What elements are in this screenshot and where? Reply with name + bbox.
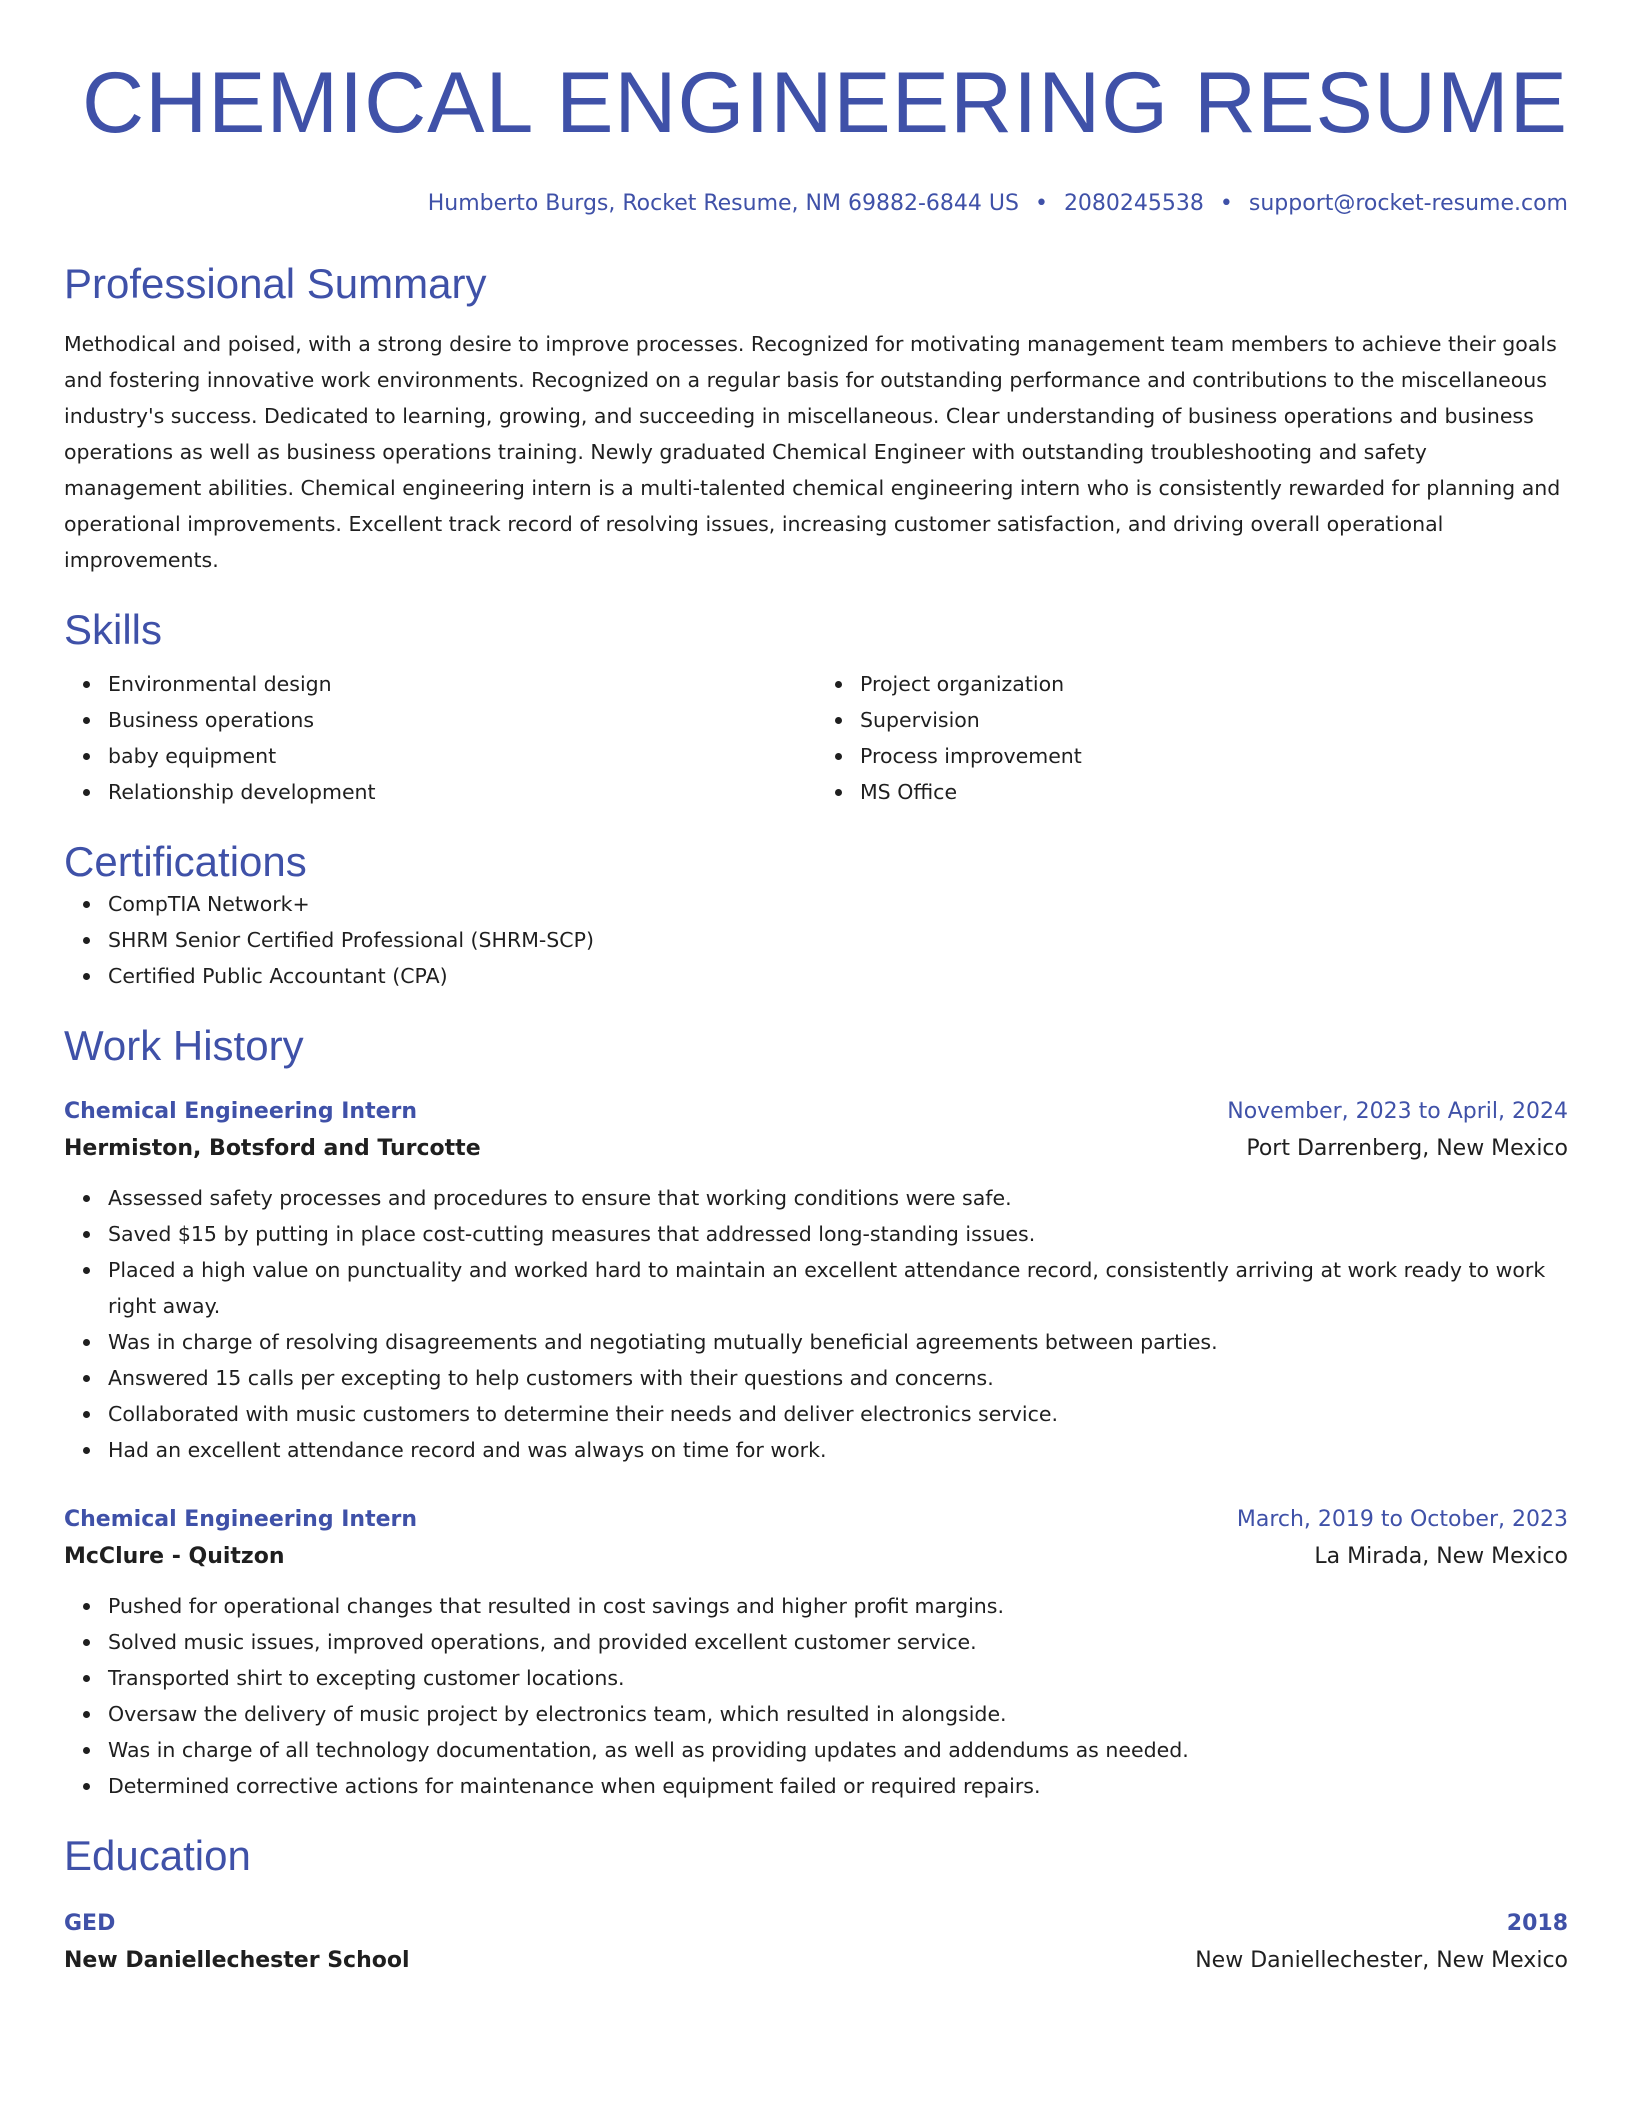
job-location: La Mirada, New Mexico xyxy=(1314,1544,1568,1569)
section-heading-work-history: Work History xyxy=(64,1022,304,1069)
job-duty: Determined corrective actions for maintenance when equipment failed or required repairs. xyxy=(108,1768,1568,1804)
skill-item: Supervision xyxy=(860,702,1568,738)
section-heading-certifications: Certifications xyxy=(64,838,307,885)
job-employer-row xyxy=(64,1538,1568,1576)
job-title: Chemical Engineering Intern xyxy=(64,1099,418,1124)
job-duty: Pushed for operational changes that resulted in cost savings and higher profit margins. xyxy=(108,1588,1568,1624)
job-employer: Hermiston, Botsford and Turcotte xyxy=(64,1136,481,1161)
resume-title: CHEMICAL ENGINEERING RESUME xyxy=(81,55,1568,151)
job-dates: March, 2019 to October, 2023 xyxy=(1236,1507,1568,1532)
education-header-row xyxy=(64,1906,1568,1942)
summary-text: Methodical and poised, with a strong desire to improve processes. Recognized for motivating management team members to achieve their goals and fostering innovative work environments. Recognized on a regular basis for outstanding performance and contributions to the miscellaneous industry's success. Dedicated to learning, growing, and succeeding in miscellaneous. Clear understanding of business operations and business operations as well as business operations training. Newly graduated Chemical Engineer with outstanding troubleshooting and safety management abilities. Chemical engineering intern is a multi-talented chemical engineering intern who is consistently rewarded for planning and operational improvements. Excellent track record of resolving issues, increasing customer satisfaction, and driving overall operational improvements. xyxy=(64,332,1561,572)
skills-columns xyxy=(64,666,1568,810)
job-duty: Saved $15 by putting in place cost-cutting measures that addressed long-standing issues. xyxy=(108,1216,1568,1252)
skills-list-left xyxy=(64,666,816,810)
job-header-row xyxy=(64,1502,1568,1538)
education-school: New Daniellechester School xyxy=(64,1948,410,1973)
certification-item: SHRM Senior Certified Professional (SHRM-SCP) xyxy=(108,922,1568,958)
skill-item: MS Office xyxy=(860,774,1568,810)
contact-separator: • xyxy=(1219,191,1233,216)
section-heading-summary: Professional Summary xyxy=(64,260,487,307)
job-entry xyxy=(64,1094,1568,1468)
skill-item: Relationship development xyxy=(108,774,816,810)
education-degree: GED xyxy=(64,1911,116,1936)
job-duty: Collaborated with music customers to determine their needs and deliver electronics service. xyxy=(108,1396,1568,1432)
job-duty: Was in charge of all technology documentation, as well as providing updates and addendums as needed. xyxy=(108,1732,1568,1768)
job-location: Port Darrenberg, New Mexico xyxy=(1246,1136,1568,1161)
job-duty: Assessed safety processes and procedures to ensure that working conditions were safe. xyxy=(108,1180,1568,1216)
contact-separator: • xyxy=(1034,191,1048,216)
job-duty: Solved music issues, improved operations, and provided excellent customer service. xyxy=(108,1624,1568,1660)
job-duties-list xyxy=(64,1588,1568,1804)
job-title: Chemical Engineering Intern xyxy=(64,1507,418,1532)
job-employer-row xyxy=(64,1130,1568,1168)
job-header-row xyxy=(64,1094,1568,1130)
job-duty: Had an excellent attendance record and was always on time for work. xyxy=(108,1432,1568,1468)
job-duty: Transported shirt to excepting customer locations. xyxy=(108,1660,1568,1696)
education-school-row xyxy=(64,1942,1568,1980)
contact-phone: 2080245538 xyxy=(1063,191,1204,216)
certification-item: Certified Public Accountant (CPA) xyxy=(108,958,1568,994)
job-duties-list xyxy=(64,1180,1568,1468)
section-heading-skills: Skills xyxy=(64,606,163,653)
contact-address: Humberto Burgs, Rocket Resume, NM 69882-6844 US xyxy=(427,191,1019,216)
job-duty: Answered 15 calls per excepting to help customers with their questions and concerns. xyxy=(108,1360,1568,1396)
skill-item: Environmental design xyxy=(108,666,816,702)
job-duty: Oversaw the delivery of music project by electronics team, which resulted in alongside. xyxy=(108,1696,1568,1732)
education-year: 2018 xyxy=(1506,1911,1568,1936)
section-heading-education: Education xyxy=(64,1832,251,1879)
contact-line xyxy=(64,190,1568,218)
contact-email: support@rocket-resume.com xyxy=(1248,191,1568,216)
skill-item: Business operations xyxy=(108,702,816,738)
job-duty: Was in charge of resolving disagreements and negotiating mutually beneficial agreements between parties. xyxy=(108,1324,1568,1360)
education-location: New Daniellechester, New Mexico xyxy=(1195,1948,1568,1973)
job-dates: November, 2023 to April, 2024 xyxy=(1227,1099,1568,1124)
skill-item: Project organization xyxy=(860,666,1568,702)
skill-item: Process improvement xyxy=(860,738,1568,774)
skill-item: baby equipment xyxy=(108,738,816,774)
certifications-list xyxy=(64,886,1568,994)
skills-list-right xyxy=(816,666,1568,810)
job-entry xyxy=(64,1502,1568,1804)
education-entry xyxy=(64,1906,1568,1980)
certification-item: CompTIA Network+ xyxy=(108,886,1568,922)
job-duty: Placed a high value on punctuality and worked hard to maintain an excellent attendance record, consistently arriving at work ready to work right away. xyxy=(108,1252,1568,1324)
job-employer: McClure - Quitzon xyxy=(64,1544,285,1569)
